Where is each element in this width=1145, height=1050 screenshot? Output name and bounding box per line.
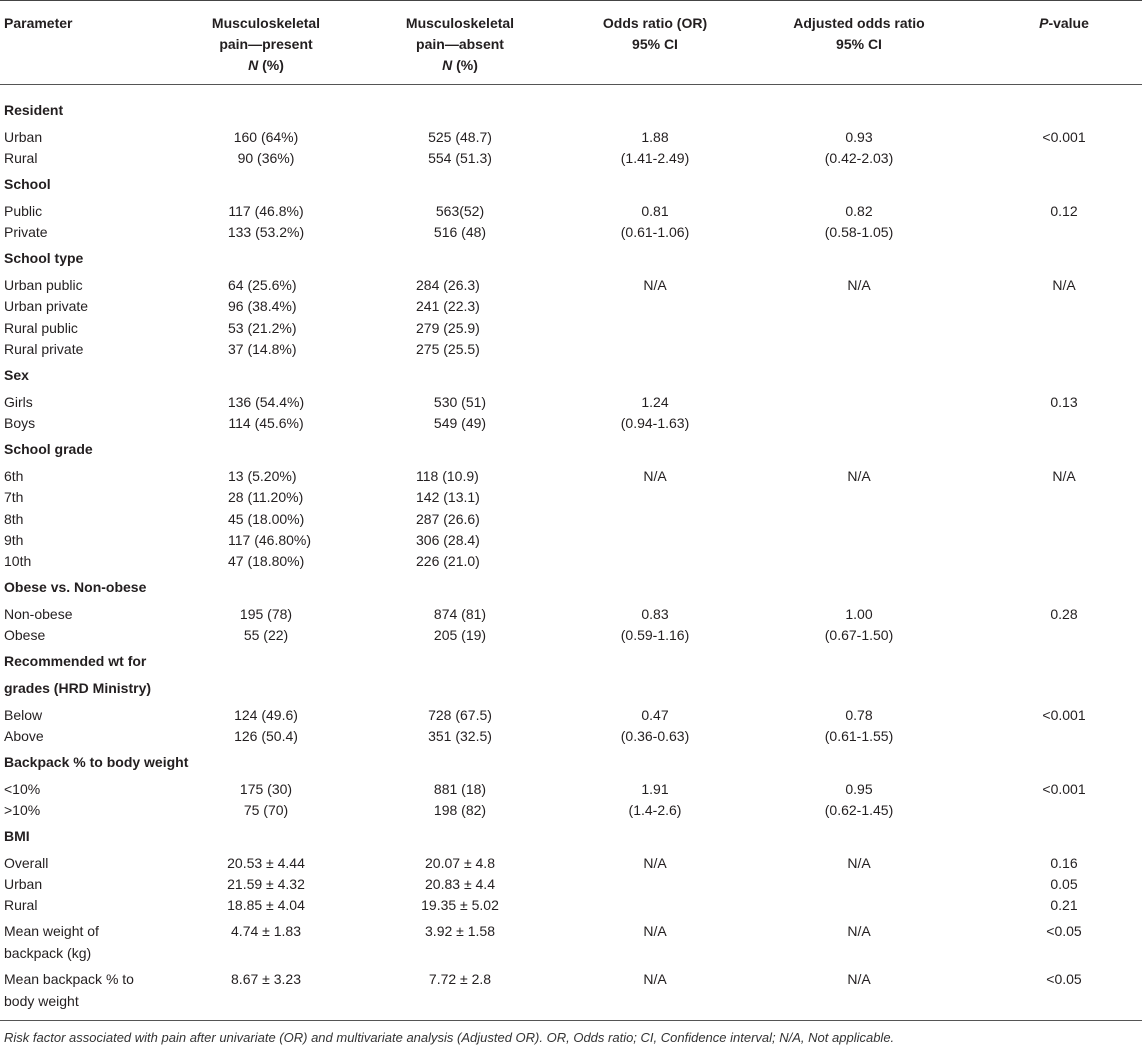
- section-backpack: [0, 751, 1142, 773]
- cell-present: 195 (78): [239, 606, 293, 622]
- cell-absent: 3.92 ± 1.58: [425, 923, 495, 939]
- cell-aor: N/A: [847, 468, 871, 484]
- cell-p: 0.13: [1050, 394, 1078, 410]
- cell-absent: 19.35 ± 5.02: [421, 897, 499, 913]
- section-sex: [0, 364, 1142, 386]
- header-absent-line3: N (%): [442, 57, 478, 73]
- header-present-line3: N (%): [248, 57, 284, 73]
- cell-or: (0.61-1.06): [620, 224, 690, 240]
- row-label: >10%: [4, 802, 41, 818]
- cell-aor: 1.00: [845, 606, 873, 622]
- cell-present: 55 (22): [243, 627, 289, 643]
- section-label: School type: [4, 250, 84, 266]
- cell-absent: 530 (51): [433, 394, 487, 410]
- table-row: [0, 920, 1142, 942]
- cell-absent: 241 (22.3): [416, 298, 480, 314]
- header-aor-line1: Adjusted odds ratio: [793, 15, 925, 31]
- cell-or: N/A: [643, 855, 667, 871]
- header-p-value: P-value: [1039, 15, 1089, 31]
- cell-or: 1.24: [641, 394, 669, 410]
- row-label: Private: [4, 224, 48, 240]
- table-row: [0, 799, 1142, 821]
- cell-or: N/A: [643, 277, 667, 293]
- cell-present: 20.53 ± 4.44: [227, 855, 305, 871]
- cell-p: <0.001: [1042, 129, 1086, 145]
- cell-or: 0.81: [641, 203, 669, 219]
- header-or-line1: Odds ratio (OR): [602, 15, 708, 31]
- cell-aor: N/A: [847, 971, 871, 987]
- row-label: Urban: [4, 876, 43, 892]
- table-row: [0, 412, 1142, 434]
- cell-absent: 306 (28.4): [416, 532, 480, 548]
- cell-present: 90 (36%): [237, 150, 295, 166]
- row-label: Non-obese: [4, 606, 73, 622]
- cell-p: <0.001: [1042, 781, 1086, 797]
- section-label: School grade: [4, 441, 93, 457]
- row-label: Urban: [4, 129, 43, 145]
- row-label: Public: [4, 203, 43, 219]
- cell-present: 160 (64%): [233, 129, 299, 145]
- cell-or: 0.47: [641, 707, 669, 723]
- table-row: [0, 894, 1142, 916]
- cell-present: 18.85 ± 4.04: [227, 897, 305, 913]
- cell-or: 1.91: [641, 781, 669, 797]
- header-pain-present: [212, 13, 320, 76]
- row-label: 10th: [4, 553, 32, 569]
- table-row: [0, 317, 1142, 339]
- cell-absent: 549 (49): [433, 415, 487, 431]
- row-label: 9th: [4, 532, 24, 548]
- row-label: Rural: [4, 897, 38, 913]
- cell-present: 124 (49.6): [234, 707, 298, 723]
- cell-present: 4.74 ± 1.83: [231, 923, 301, 939]
- row-label: Mean backpack % to: [4, 971, 134, 987]
- cell-or: (0.36-0.63): [620, 728, 690, 744]
- section-label: Sex: [4, 367, 29, 383]
- table-row: [0, 221, 1142, 243]
- cell-absent: 881 (18): [433, 781, 487, 797]
- table-row: [0, 852, 1142, 874]
- row-label: Rural public: [4, 320, 78, 336]
- table-row-cont: [0, 990, 1142, 1012]
- header-parameter: Parameter: [4, 15, 73, 31]
- header-absent-line1: Musculoskeletal: [405, 15, 515, 31]
- cell-absent: 205 (19): [433, 627, 487, 643]
- cell-p: 0.05: [1050, 876, 1078, 892]
- header-pain-absent: [406, 13, 514, 76]
- row-label: Below: [4, 707, 43, 723]
- cell-absent: 554 (51.3): [428, 150, 492, 166]
- cell-or: (0.59-1.16): [620, 627, 690, 643]
- table-row: [0, 603, 1142, 625]
- section-label: BMI: [4, 828, 30, 844]
- cell-absent: 20.83 ± 4.4: [425, 876, 495, 892]
- cell-p: 0.21: [1050, 897, 1078, 913]
- table-row: [0, 200, 1142, 222]
- cell-aor: N/A: [847, 923, 871, 939]
- section-obese: [0, 576, 1142, 598]
- row-label: Girls: [4, 394, 33, 410]
- cell-aor: (0.61-1.55): [824, 728, 894, 744]
- cell-aor: 0.95: [845, 781, 873, 797]
- cell-present: 117 (46.8%): [228, 203, 304, 219]
- section-bmi: [0, 825, 1142, 847]
- cell-or: (1.41-2.49): [620, 150, 690, 166]
- cell-p: 0.16: [1050, 855, 1078, 871]
- section-label: Backpack % to body weight: [4, 754, 189, 770]
- cell-aor: N/A: [847, 855, 871, 871]
- cell-aor: 0.78: [845, 707, 873, 723]
- cell-absent: 142 (13.1): [416, 489, 480, 505]
- section-label: Recommended wt for: [4, 653, 147, 669]
- row-label: Rural private: [4, 341, 84, 357]
- row-label: <10%: [4, 781, 41, 797]
- cell-absent: 728 (67.5): [428, 707, 492, 723]
- section-school: [0, 173, 1142, 195]
- cell-aor: 0.93: [845, 129, 873, 145]
- cell-absent: 279 (25.9): [416, 320, 480, 336]
- cell-absent: 287 (26.6): [416, 511, 480, 527]
- cell-aor: N/A: [847, 277, 871, 293]
- cell-present: 175 (30): [239, 781, 293, 797]
- row-label: 6th: [4, 468, 24, 484]
- table-row: [0, 391, 1142, 413]
- cell-aor: (0.42-2.03): [824, 150, 894, 166]
- cell-absent: 118 (10.9): [416, 468, 479, 484]
- cell-present: 21.59 ± 4.32: [227, 876, 305, 892]
- table-row: [0, 295, 1142, 317]
- row-label: 7th: [4, 489, 24, 505]
- header-or-line2: 95% CI: [632, 36, 678, 52]
- cell-present: 37 (14.8%): [228, 341, 297, 357]
- cell-p: <0.001: [1042, 707, 1086, 723]
- table-row: [0, 486, 1142, 508]
- cell-present: 28 (11.20%): [228, 489, 304, 505]
- section-recommended-weight-line2: [0, 677, 1142, 699]
- cell-aor: (0.67-1.50): [824, 627, 894, 643]
- cell-absent: 874 (81): [433, 606, 487, 622]
- table-row: [0, 274, 1142, 296]
- cell-aor: 0.82: [845, 203, 873, 219]
- header-present-line2: pain—present: [219, 36, 313, 52]
- cell-absent: 275 (25.5): [416, 341, 480, 357]
- cell-p: 0.12: [1050, 203, 1078, 219]
- cell-or: 0.83: [641, 606, 669, 622]
- cell-p: 0.28: [1050, 606, 1078, 622]
- row-label: Obese: [4, 627, 46, 643]
- header-aor-line2: 95% CI: [836, 36, 882, 52]
- table-row: [0, 126, 1142, 148]
- row-label: backpack (kg): [4, 945, 92, 961]
- header-adjusted-odds-ratio: [793, 13, 924, 55]
- section-label: School: [4, 176, 51, 192]
- row-label: 8th: [4, 511, 24, 527]
- cell-or: (1.4-2.6): [628, 802, 682, 818]
- table-row-cont: [0, 942, 1142, 964]
- section-label: Obese vs. Non-obese: [4, 579, 147, 595]
- cell-or: (0.94-1.63): [620, 415, 690, 431]
- cell-absent: 226 (21.0): [416, 553, 480, 569]
- cell-absent: 525 (48.7): [428, 129, 492, 145]
- cell-present: 114 (45.6%): [228, 415, 304, 431]
- section-school-grade: [0, 438, 1142, 460]
- cell-absent: 7.72 ± 2.8: [428, 971, 492, 987]
- cell-present: 126 (50.4): [234, 728, 298, 744]
- row-label: Rural: [4, 150, 38, 166]
- row-label: Above: [4, 728, 44, 744]
- row-label: Urban private: [4, 298, 89, 314]
- header-absent-line2: pain—absent: [416, 36, 504, 52]
- table-row: [0, 873, 1142, 895]
- cell-p: N/A: [1052, 468, 1076, 484]
- cell-absent: 351 (32.5): [428, 728, 492, 744]
- table-top-rule: [0, 0, 1142, 1]
- table-bottom-rule: [0, 1020, 1142, 1021]
- table-row: [0, 550, 1142, 572]
- row-label: Urban public: [4, 277, 83, 293]
- cell-or: 1.88: [641, 129, 669, 145]
- cell-or: N/A: [643, 971, 667, 987]
- cell-present: 45 (18.00%): [228, 511, 305, 527]
- row-label: Mean weight of: [4, 923, 99, 939]
- table-footnote: Risk factor associated with pain after univariate (OR) and multivariate analysis (Adjusted OR). OR, Odds ratio; CI, Confidence interval; N/A, Not applicable.: [4, 1030, 895, 1045]
- table-row: [0, 778, 1142, 800]
- cell-present: 8.67 ± 3.23: [231, 971, 301, 987]
- table-row: [0, 968, 1142, 990]
- table-row: [0, 624, 1142, 646]
- cell-absent: 198 (82): [433, 802, 487, 818]
- cell-present: 53 (21.2%): [228, 320, 297, 336]
- cell-or: N/A: [643, 468, 667, 484]
- cell-p: N/A: [1052, 277, 1076, 293]
- cell-present: 13 (5.20%): [228, 468, 297, 484]
- cell-present: 96 (38.4%): [228, 298, 297, 314]
- cell-present: 117 (46.80%): [228, 532, 312, 548]
- section-school-type: [0, 247, 1142, 269]
- cell-absent: 563(52): [435, 203, 485, 219]
- table-row: [0, 704, 1142, 726]
- table-row: [0, 147, 1142, 169]
- table-row: [0, 338, 1142, 360]
- section-label: Resident: [4, 102, 64, 118]
- table-row: [0, 465, 1142, 487]
- section-label: grades (HRD Ministry): [4, 680, 152, 696]
- cell-present: 136 (54.4%): [227, 394, 305, 410]
- cell-present: 64 (25.6%): [228, 277, 297, 293]
- cell-absent: 516 (48): [433, 224, 487, 240]
- table-row: [0, 529, 1142, 551]
- cell-aor: (0.58-1.05): [824, 224, 894, 240]
- section-recommended-weight: [0, 650, 1142, 672]
- cell-present: 47 (18.80%): [228, 553, 305, 569]
- header-odds-ratio: [603, 13, 707, 55]
- cell-aor: (0.62-1.45): [824, 802, 894, 818]
- row-label: body weight: [4, 993, 79, 1009]
- row-label: Overall: [4, 855, 49, 871]
- cell-or: N/A: [643, 923, 667, 939]
- cell-absent: 20.07 ± 4.8: [425, 855, 495, 871]
- cell-p: <0.05: [1046, 971, 1082, 987]
- cell-present: 75 (70): [243, 802, 289, 818]
- table-row: [0, 725, 1142, 747]
- cell-present: 133 (53.2%): [227, 224, 305, 240]
- table-row: [0, 508, 1142, 530]
- header-rule: [0, 84, 1142, 85]
- cell-p: <0.05: [1046, 923, 1082, 939]
- header-present-line1: Musculoskeletal: [211, 15, 321, 31]
- cell-absent: 284 (26.3): [416, 277, 480, 293]
- section-resident: [0, 99, 1142, 121]
- row-label: Boys: [4, 415, 36, 431]
